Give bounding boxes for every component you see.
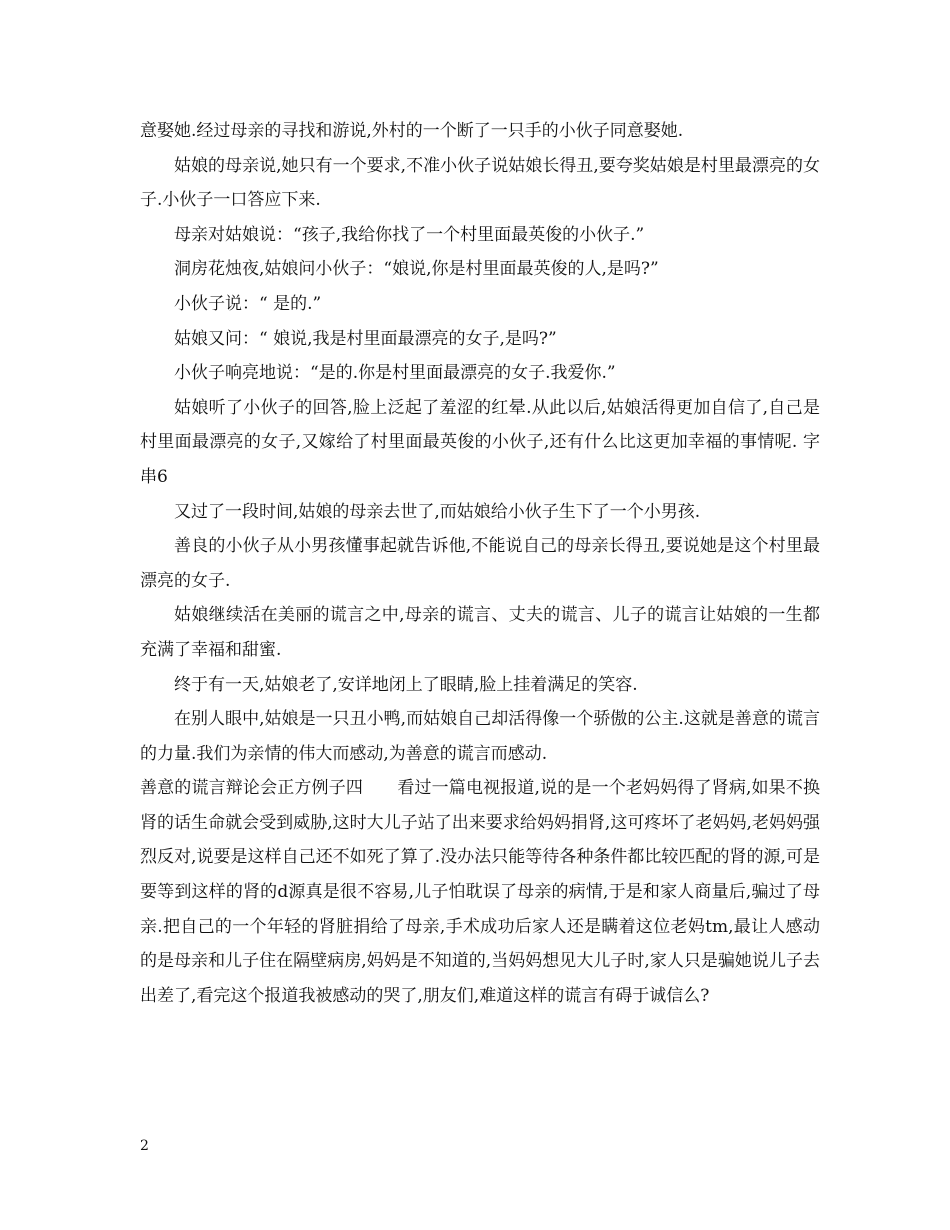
page-body <box>140 114 820 1013</box>
paragraph-3: 母亲对姑娘说：“孩子,我给你找了一个村里面最英俊的小伙子.” <box>174 224 645 245</box>
paragraph-7: 小伙子响亮地说：“是的.你是村里面最漂亮的女子.我爱你.” <box>174 363 616 384</box>
paragraph-6: 姑娘又问：“ 娘说,我是村里面最漂亮的女子,是吗?” <box>174 328 557 349</box>
paragraph-8: 姑娘听了小伙子的回答,脸上泛起了羞涩的红晕.从此以后,姑娘活得更加自信了,自己是村里面最漂亮的女子,又嫁给了村里面最英俊的小伙子,还有什么比这更加幸福的事情呢. 字串6 <box>140 397 820 487</box>
paragraph-11: 姑娘继续活在美丽的谎言之中,母亲的谎言、丈夫的谎言、儿子的谎言让姑娘的一生都充满了幸福和甜蜜. <box>140 605 820 660</box>
paragraph-10: 善良的小伙子从小男孩懂事起就告诉他,不能说自己的母亲长得丑,要说她是这个村里最漂亮的女子. <box>140 536 820 591</box>
paragraph-12: 终于有一天,姑娘老了,安详地闭上了眼睛,脸上挂着满足的笑容. <box>174 674 638 695</box>
paragraph-9: 又过了一段时间,姑娘的母亲去世了,而姑娘给小伙子生下了一个小男孩. <box>174 501 701 522</box>
paragraph-2: 姑娘的母亲说,她只有一个要求,不准小伙子说姑娘长得丑,要夸奖姑娘是村里最漂亮的女子.小伙子一口答应下来. <box>140 155 820 211</box>
paragraph-4: 洞房花烛夜,姑娘问小伙子：“娘说,你是村里面最英俊的人,是吗?” <box>174 259 659 280</box>
page-number: 2 <box>140 1138 149 1154</box>
paragraph-14: 善意的谎言辩论会正方例子四 看过一篇电视报道,说的是一个老妈妈得了肾病,如果不换肾的话生命就会受到威胁,这时大儿子站了出来要求给妈妈捐肾,这可疼坏了老妈妈,老妈妈强烈反对,说要是这样自己还不如死了算了.没办法只能等待各种条件都比较匹配的肾的源,可是要等到这样的肾的d源真是很不容易,儿子怕耽误了母亲的病情,于是和家人商量后,骗过了母亲.把自己的一个年轻的肾脏捐给了母亲,手术成功后家人还是瞒着这位老妈tm,最让人感动的是母亲和儿子住在隔壁病房,妈妈是不知道的,当妈妈想见大儿子时,家人只是骗她说儿子去出差了,看完这个报道我被感动的哭了,朋友们,难道这样的谎言有碍于诚信么? <box>140 778 820 1006</box>
paragraph-1: 意娶她.经过母亲的寻找和游说,外村的一个断了一只手的小伙子同意娶她. <box>140 121 684 141</box>
paragraph-13: 在别人眼中,姑娘是一只丑小鸭,而姑娘自己却活得像一个骄傲的公主.这就是善意的谎言的力量.我们为亲情的伟大而感动,为善意的谎言而感动. <box>140 709 820 764</box>
paragraph-5: 小伙子说：“ 是的.” <box>174 293 322 314</box>
